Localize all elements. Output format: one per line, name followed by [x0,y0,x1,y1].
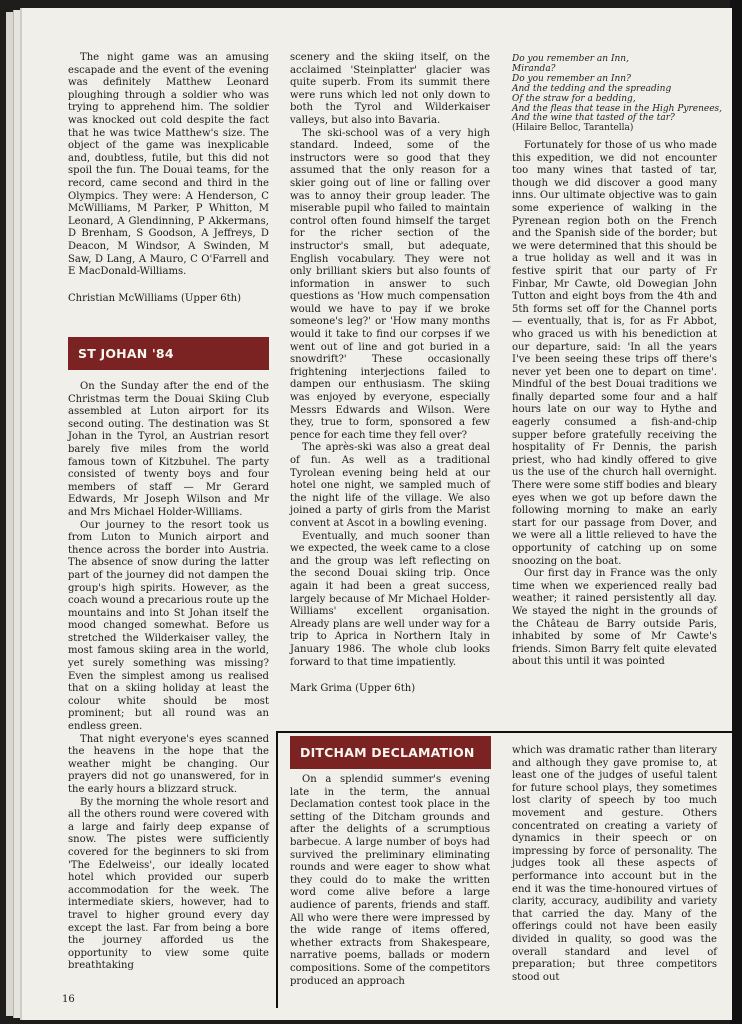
st-johan-heading [68,337,269,370]
ditcham-column-1 [290,774,490,988]
st-johan-paragraph: That night everyone's eyes scanned the heavens in the hope that the weather might be changing. Our prayers did not go unanswered, for in the early hours a blizzard struck. [68,733,269,795]
ditcham-paragraph: which was dramatic rather than literary and although they gave promise to, at least one of the judges of useful talent for future school plays, they sometimes lost clarity of speech by too much movement and gesture. Others concentrated on creating a variety of dynamics in their speech or on impressing by force of personality. The judges took all these aspects of performance into account but in the end it was the time-honoured virtues of clarity, accuracy, audibility and variety that carried the day. Many of the offerings could not have been easily divided in quality, so good was the overall standard and level of preparation; but three competitors stood out [512,745,717,983]
st-johan-paragraph: By the morning the whole resort and all the others round were covered with a large and fairly deep expanse of snow. The pistes were sufficiently covered for the beginners to ski from 'The Edelweiss', our ideally located hotel which provided our superb accommodation for the week. The intermediate skiers, however, had to travel to higher ground every day except the last. Far from being a bore the journey afforded us the opportunity to view some quite breathtaking [68,796,269,972]
section-rule-vertical [276,733,278,1008]
poem-line: Miranda? [512,63,556,74]
poem-line: And the wine that tasted of the tar? [512,113,675,124]
belloc-poem-quote [512,54,723,134]
poem-line: And the tedding and the spreading [512,83,672,94]
st-johan-paragraph: Eventually, and much sooner than we expected, the week came to a close and the group was left reflecting on the second Douai skiing trip. Once again it had been a great success, largely because of Mr Michael Holder-Williams' excellent organisation. Already plans are well under way for a trip to Aprica in Northern Italy in January 1986. The whole club looks forward to that time impatiently. [290,530,490,668]
st-johan-paragraph: The ski-school was of a very high standard. Indeed, some of the instructors were so good that they assumed that the only reason for a skier going out of line or falling over was to annoy their group leader. The miserable pupil who failed to maintain control often found himself the target for the richer section of the instructor's small, but adequate, English vocabulary. They were not only brilliant skiers but also founts of information in answer to such questions as 'How much compensation would we have to pay if we broke someone's leg?' or 'How many months would it take to find our corpses if we went out of line and got buried in a snowdrift?' These occasionally frightening interjections failed to dampen our enthusiasm. The skiing was enjoyed by everyone, especially Messrs Edwards and Wilson. Were they, true to form, sponsored a few pence for each time they fell over? [290,127,490,441]
st-johan-column-1 [68,381,269,973]
pyrenees-column [512,140,717,669]
st-johan-paragraph: The après-ski was also a great deal of fun. As well as a traditional Tyrolean evening being held at our hotel one night, we sampled much of the night life of the village. We also joined a party of girls from the Marist convent at Ascot in a bowling evening. [290,442,490,529]
st-johan-signature: Mark Grima (Upper 6th) [290,683,416,695]
olympics-signature: Christian McWilliams (Upper 6th) [68,292,242,304]
poem-line: And the fleas that tease in the High Pyrenees, [512,103,723,114]
poem-attribution: (Hilaire Belloc, Tarantella) [512,123,634,134]
page-number: 16 [62,994,75,1005]
poem-line: Do you remember an Inn? [512,73,631,84]
olympics-paragraph: The night game was an amusing escapade and the event of the evening was definitely Matthew Leonard ploughing through a soldier who was trying to apprehend him. The soldier was knocked out cold despite the fact that he was twice Matthew's size. The object of the game was inexplicable and, doubtless, futile, but this did not spoil the fun. The Douai teams, for the record, came second and third in the Olympics. They were: A Henderson, C McWilliams, M Parker, P Whitton, M Leonard, A Glendinning, P Akkermans, D Brenham, S Goodson, A Jeffreys, D Deacon, M Windsor, A Swinden, M Saw, D Lang, A Mauro, C O'Farrell and E MacDonald-Williams. [68,52,269,278]
st-johan-paragraph: On the Sunday after the end of the Christmas term the Douai Skiing Club assembled at Luton airport for its second outing. The destination was St Johan in the Tyrol, an Austrian resort barely five miles from the world famous town of Kitzbuhel. The party consisted of twenty boys and four members of staff — Mr Gerard Edwards, Mr Joseph Wilson and Mr and Mrs Michael Holder-Williams. [68,381,269,518]
section-rule-horizontal [276,731,732,733]
ditcham-heading-text: DITCHAM DECLAMATION [300,745,475,760]
pyrenees-paragraph: Fortunately for those of us who made this expedition, we did not encounter too many wines that tasted of tar, though we did discover a good many inns. Our ultimate objective was to gain some experience of walking in the Pyrenean region both on the French and the Spanish side of the border; but we were determined that this should be a true holiday as well and it was in festive spirit that our party of Fr Finbar, Mr Cawte, old Dowegian John Tutton and eight boys from the 4th and 5th forms set off for the Channel ports — eventually, that is, for as Fr Abbot, who graced us with his benediction at our departure, said: 'In all the years I've been seeing these trips off there's never yet been one to depart on time'. Mindful of the best Douai traditions we finally departed some four and a half hours late on our way to Hythe and eagerly consumed a fish-and-chip supper before gratefully receiving the hospitality of Fr Dennis, the parish priest, who had kindly offered to give us the use of the church hall overnight. There were some stiff bodies and bleary eyes when we got up before dawn the following morning to make an early start for our passage from Dover, and we were all a little relieved to have the opportunity of catching up on some snoozing on the boat. [512,140,717,567]
ditcham-paragraph: On a splendid summer's evening late in the term, the annual Declamation contest took place in the setting of the Ditcham grounds and after the delights of a scrumptious barbecue. A large number of boys had survived the preliminary eliminating rounds and were eager to show what they could do to make the written word come alive before a large audience of parents, friends and staff. All who were there were impressed by the wide range of items offered, whether extracts from Shakespeare, narrative poems, ballads or modern compositions. Some of the competitors produced an approach [290,774,490,987]
st-johan-paragraph: Our journey to the resort took us from Luton to Munich airport and thence across the border into Austria. The absence of snow during the latter part of the journey did not dampen the group's high spirits. However, as the coach wound a precarious route up the mountains and into St Johan itself the mood changed somewhat. Before us stretched the Wilderkaiser valley, the most famous skiing area in the world, yet surely something was missing? Even the simplest among us realised that on a skiing holiday at least the colour white should be most prominent; but all round was an endless green. [68,519,269,733]
st-johan-heading-text: ST JOHAN '84 [78,346,174,361]
ditcham-column-2 [512,745,717,984]
st-johan-paragraph: scenery and the skiing itself, on the acclaimed 'Steinplatter' glacier was quite superb. From its summit there were runs which led not only down to both the Tyrol and Wilderkaiser valleys, but also into Bavaria. [290,52,490,126]
st-johan-column-2 [290,52,490,696]
ditcham-heading [290,736,491,769]
poem-line: Of the straw for a bedding, [512,93,636,104]
poem-line: Do you remember an Inn, [512,54,629,64]
article-olympics-column [68,52,269,305]
pyrenees-paragraph: Our first day in France was the only time when we experienced really bad weather; it rained persistently all day. We stayed the night in the grounds of the Château de Barry outside Paris, inhabited by some of Mr Cawte's friends. Simon Barry felt quite elevated about this until it was pointed [512,568,717,668]
